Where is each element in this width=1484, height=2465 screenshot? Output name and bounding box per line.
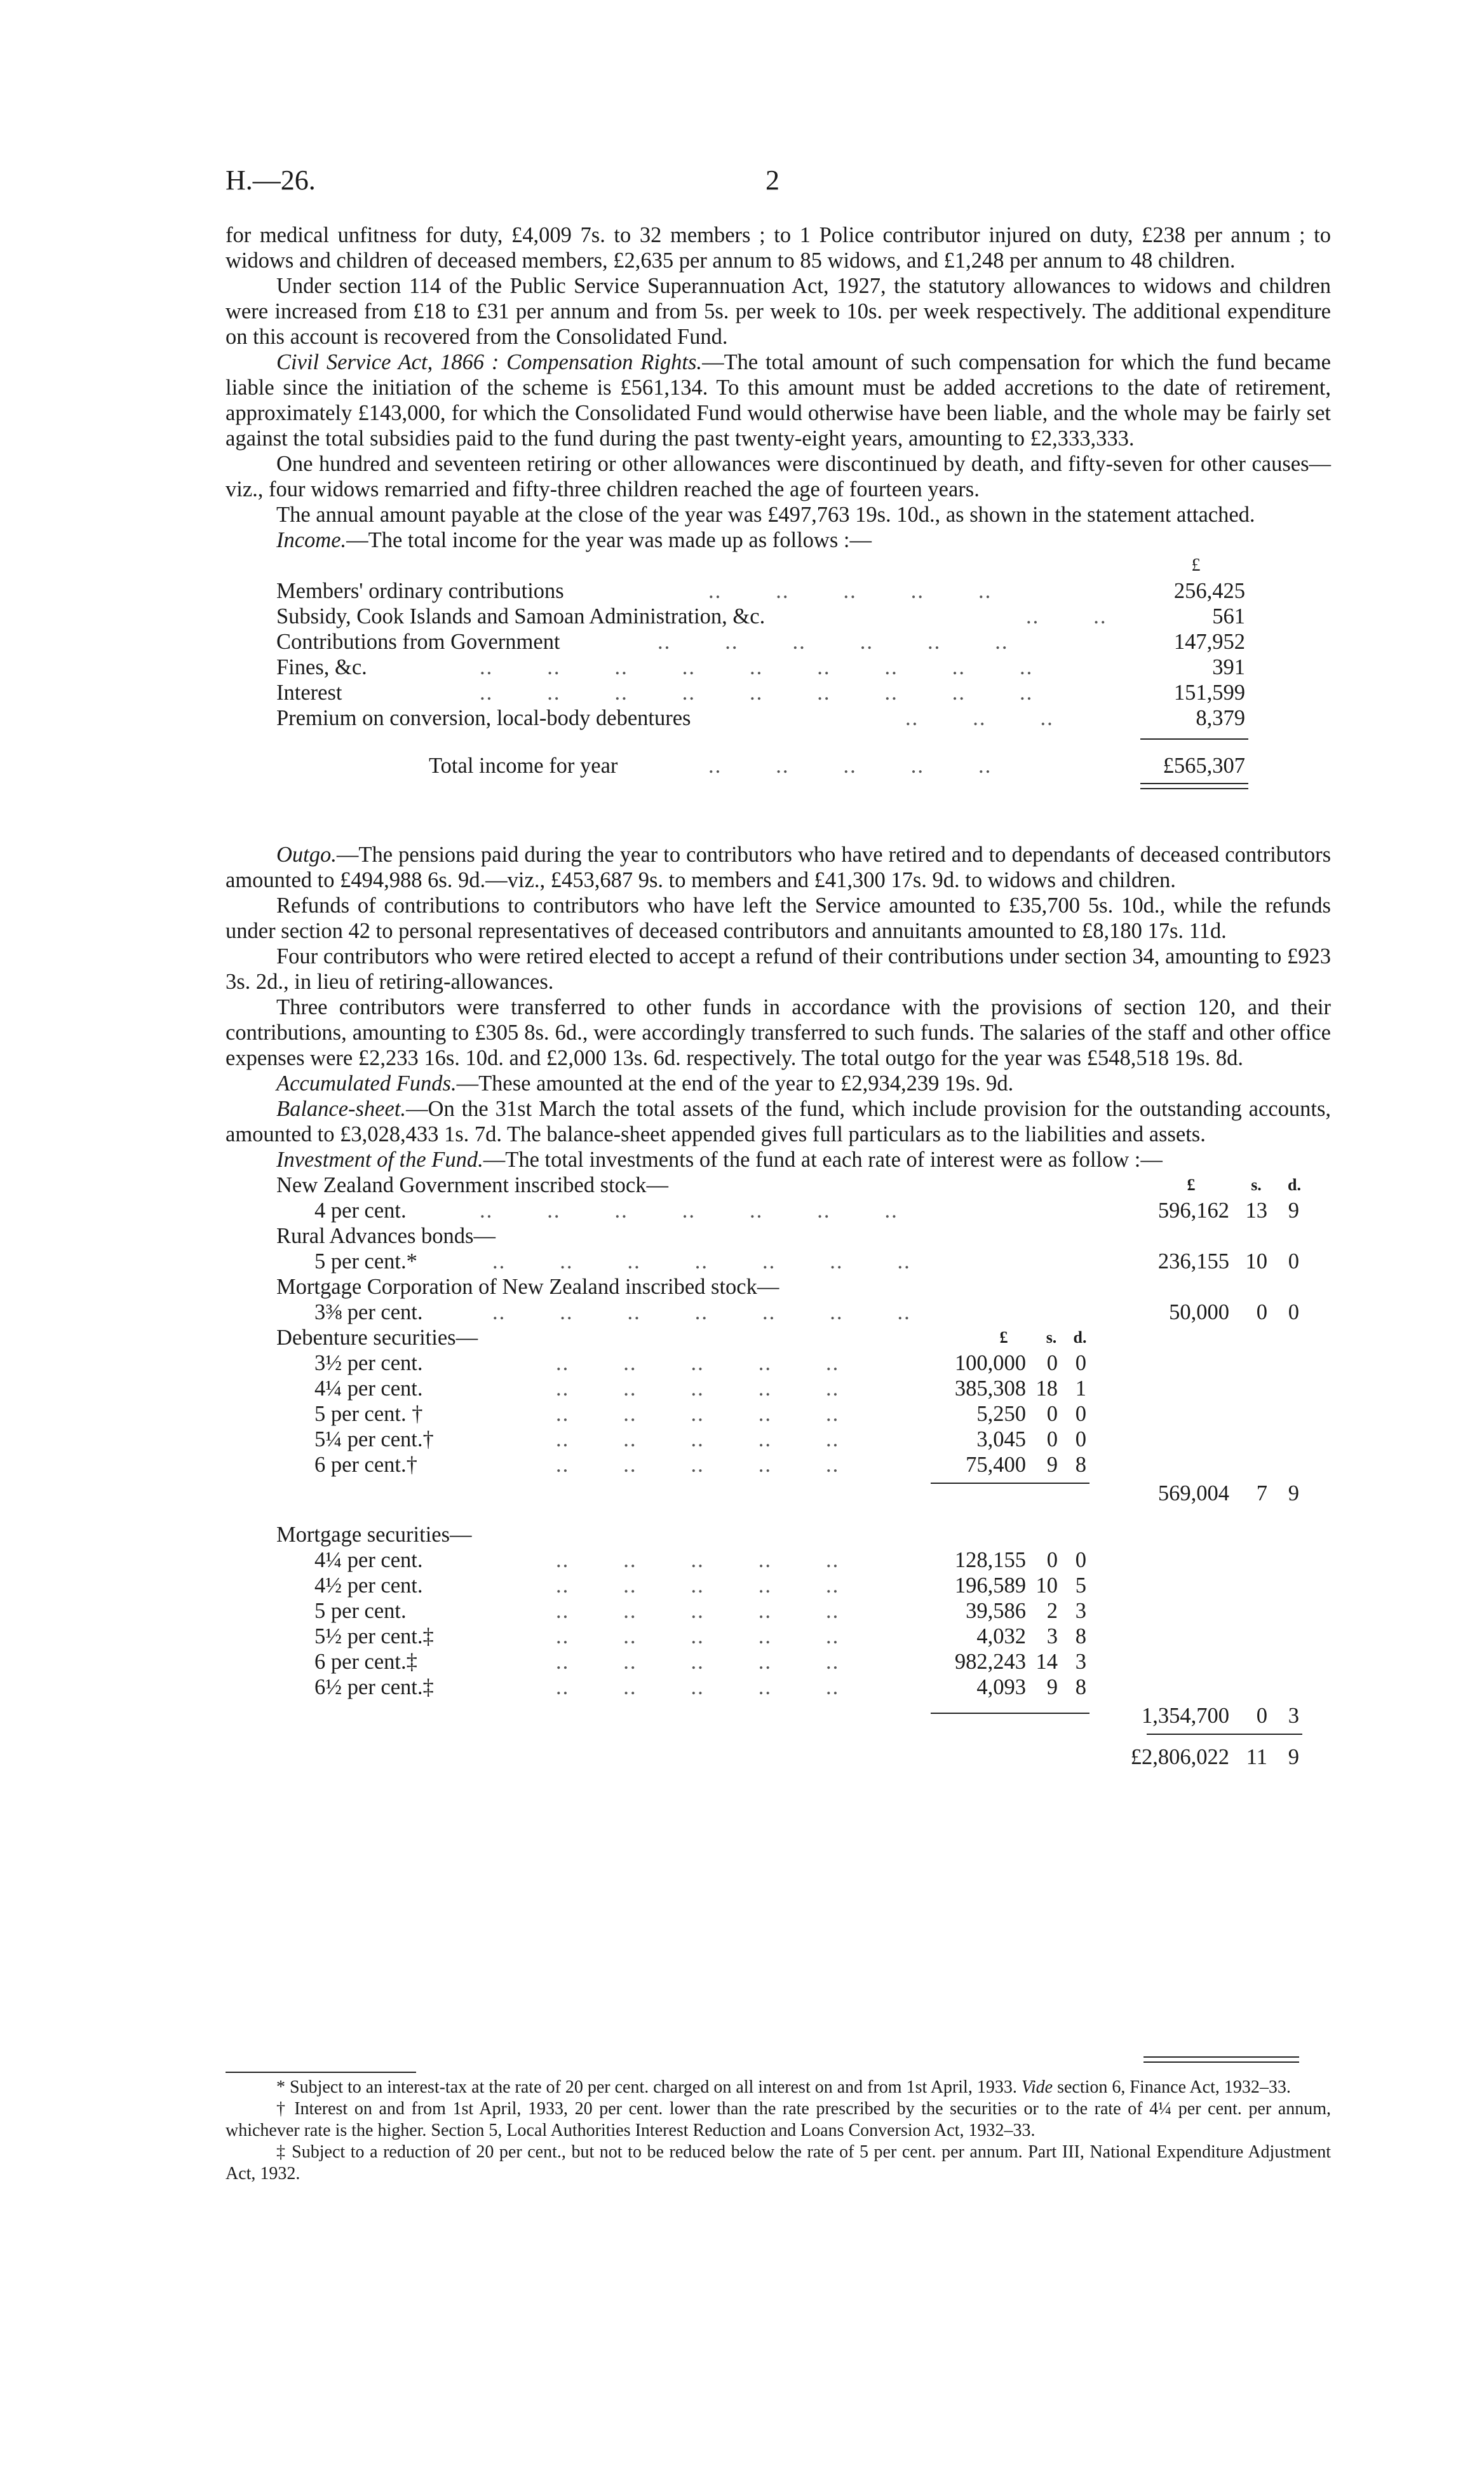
amount-pence: 3 bbox=[1075, 1650, 1086, 1674]
currency-header: £ bbox=[1191, 555, 1201, 575]
column-header-pence: d. bbox=[1288, 1176, 1301, 1194]
document-body bbox=[226, 222, 1331, 1769]
leader-dots: .. .. .. .. .. bbox=[708, 754, 992, 778]
amount-shillings: 14 bbox=[1035, 1650, 1058, 1674]
section-heading: Balance-sheet. bbox=[276, 1097, 407, 1121]
amount-shillings: 0 bbox=[1046, 1351, 1058, 1375]
page-number: 2 bbox=[766, 165, 779, 196]
footnote-text: section 6, Finance Act, 1932–33. bbox=[1057, 2077, 1291, 2097]
investment-rate: 6 per cent.† bbox=[314, 1453, 417, 1477]
amount-pence: 0 bbox=[1075, 1351, 1086, 1375]
amount-shillings: 2 bbox=[1046, 1599, 1058, 1623]
leader-dots: .. .. .. bbox=[905, 706, 1054, 730]
table-row bbox=[226, 1452, 1331, 1477]
paragraph: The annual amount payable at the close of the year was £497,763 19s. 10d., as shown in the statement attached. bbox=[276, 503, 1255, 527]
amount-pounds: 3,045 bbox=[976, 1427, 1026, 1451]
table-row bbox=[226, 1350, 1331, 1376]
investment-rate: 3⅜ per cent. bbox=[314, 1300, 423, 1324]
amount-pence: 0 bbox=[1075, 1548, 1086, 1572]
total-double-rule bbox=[1140, 783, 1248, 789]
investment-rate: 4 per cent. bbox=[314, 1199, 407, 1223]
income-total-amount: £565,307 bbox=[1163, 754, 1245, 778]
investment-rate: 4½ per cent. bbox=[314, 1573, 423, 1598]
footnote-vide: Vide bbox=[1021, 2077, 1053, 2097]
amount-pence: 1 bbox=[1075, 1376, 1086, 1401]
footnote bbox=[226, 2077, 1331, 2098]
table-row bbox=[226, 1249, 1331, 1274]
leader-dots: .. .. .. .. .. .. .. .. .. bbox=[480, 655, 1034, 679]
footnote-rule bbox=[226, 2072, 416, 2073]
paragraph bbox=[226, 350, 1331, 451]
table-row bbox=[226, 655, 1331, 680]
investment-group-heading: Mortgage Corporation of New Zealand inscribed stock— bbox=[276, 1275, 779, 1299]
paragraph bbox=[226, 527, 1331, 553]
income-label: Fines, &c. bbox=[276, 655, 367, 679]
paragraph-text: —The pensions paid during the year to contributors who have retired and to dependants of deceased contributors amounted to £494,988 6s. 9d.—viz., £453,687 9s. to members and £41,300 17s. 9d. to widows and children. bbox=[226, 843, 1331, 892]
spacer bbox=[226, 1503, 1331, 1522]
amount-shillings: 3 bbox=[1046, 1624, 1058, 1648]
income-total-row bbox=[226, 753, 1331, 778]
paragraph: Refunds of contributions to contributors who have left the Service amounted to £35,700 5s. 10d., while the refunds under section 42 to personal representatives of deceased contributors and annuitants amounted to £8,180 17s. 11d. bbox=[226, 893, 1331, 943]
section-heading: Civil Service Act, 1866 : Compensation Rights. bbox=[276, 350, 703, 374]
amount-pounds: 4,032 bbox=[976, 1624, 1026, 1648]
column-header-pounds: £ bbox=[1187, 1176, 1196, 1194]
leader-dots: .. .. .. .. .. bbox=[556, 1402, 840, 1426]
leader-dots: .. .. .. .. .. bbox=[556, 1376, 840, 1401]
paragraph: for medical unfitness for duty, £4,009 7s. to 32 members ; to 1 Police contributor injured on duty, £238 per annum ; to widows and children of deceased members, £2,635 per annum to 85 widows, and £1,248 per annum to 48 children. bbox=[226, 223, 1331, 273]
document-code: H.—26. bbox=[226, 165, 316, 196]
table-row bbox=[226, 1573, 1331, 1598]
leader-dots: .. .. .. .. .. .. .. bbox=[492, 1249, 911, 1273]
table-row bbox=[226, 705, 1331, 731]
amount-shillings: 0 bbox=[1256, 1300, 1267, 1324]
amount-pounds: 100,000 bbox=[954, 1351, 1026, 1375]
amount-pounds: 75,400 bbox=[966, 1453, 1026, 1477]
table-row bbox=[226, 1401, 1331, 1427]
amount-shillings: 0 bbox=[1046, 1548, 1058, 1572]
amount-shillings: 0 bbox=[1046, 1402, 1058, 1426]
amount-pence: 3 bbox=[1075, 1599, 1086, 1623]
investment-rate: 5¼ per cent.† bbox=[314, 1427, 434, 1451]
income-amount: 147,952 bbox=[1173, 630, 1245, 654]
table-row bbox=[226, 1547, 1331, 1573]
amount-shillings: 13 bbox=[1245, 1199, 1267, 1223]
paragraph: Four contributors who were retired elected to accept a refund of their contributions under section 34, amounting to £923 3s. 2d., in lieu of retiring-allowances. bbox=[226, 944, 1331, 994]
table-row bbox=[226, 1674, 1331, 1700]
amount-pence: 9 bbox=[1288, 1199, 1299, 1223]
amount-pounds: 569,004 bbox=[1157, 1481, 1229, 1505]
footnote-text: * Subject to an interest-tax at the rate of 20 per cent. charged on all interest on and from 1st April, 1933. bbox=[276, 2077, 1017, 2097]
amount-pounds: 128,155 bbox=[954, 1548, 1026, 1572]
grand-total-shillings: 11 bbox=[1246, 1745, 1267, 1769]
paragraph-text: —These amounted at the end of the year to £2,934,239 19s. 9d. bbox=[456, 1071, 1014, 1096]
amount-pence: 0 bbox=[1288, 1300, 1299, 1324]
grand-total-row bbox=[226, 1728, 1331, 1770]
subtotal-rule bbox=[931, 1483, 1089, 1484]
leader-dots: .. .. .. .. .. bbox=[556, 1548, 840, 1572]
amount-pence: 9 bbox=[1288, 1481, 1299, 1505]
amount-pence: 3 bbox=[1288, 1704, 1299, 1728]
investment-rate: 5 per cent. bbox=[314, 1599, 407, 1623]
table-row bbox=[226, 629, 1331, 655]
subtotal-rule bbox=[1147, 1734, 1302, 1735]
income-label: Subsidy, Cook Islands and Samoan Administration, &c. bbox=[276, 604, 766, 628]
paragraph bbox=[226, 1096, 1331, 1147]
footnotes bbox=[226, 2077, 1331, 2185]
table-row bbox=[226, 604, 1331, 629]
income-amount: 561 bbox=[1212, 604, 1245, 628]
income-total-label: Total income for year bbox=[429, 754, 618, 778]
leader-dots: .. .. .. .. .. bbox=[556, 1599, 840, 1623]
amount-pounds: 39,586 bbox=[966, 1599, 1026, 1623]
paragraph-text: —On the 31st March the total assets of the fund, which include provision for the outstanding accounts, amounted to £3,028,433 1s. 7d. The balance-sheet appended gives full particulars as to the liabilities and assets. bbox=[226, 1097, 1331, 1146]
income-amount: 256,425 bbox=[1173, 579, 1245, 603]
investment-group-heading: Mortgage securities— bbox=[276, 1523, 472, 1547]
income-amount: 8,379 bbox=[1196, 706, 1245, 730]
investment-group-heading: Debenture securities— bbox=[276, 1326, 478, 1350]
paragraph-text: —The total income for the year was made up as follows :— bbox=[346, 528, 872, 552]
leader-dots: .. .. .. .. .. .. .. .. .. bbox=[480, 681, 1034, 705]
footnote: † Interest on and from 1st April, 1933, 20 per cent. lower than the rate prescribed by the securities or to the rate of 4¼ per cent. per annum, whichever rate is the higher. Section 5, Local Authorities Interest Reduction and Loans Conversion Act, 1932–33. bbox=[226, 2099, 1331, 2140]
grand-total-pence: 9 bbox=[1288, 1745, 1299, 1769]
leader-dots: .. .. bbox=[1026, 604, 1107, 628]
section-heading: Investment of the Fund. bbox=[276, 1148, 483, 1172]
income-amount: 391 bbox=[1212, 655, 1245, 679]
page-header bbox=[226, 164, 1328, 208]
table-row bbox=[226, 1223, 1331, 1249]
amount-pence: 8 bbox=[1075, 1453, 1086, 1477]
subtotal-rule bbox=[931, 1713, 1089, 1714]
investment-rate: 5 per cent. † bbox=[314, 1402, 423, 1426]
table-row bbox=[226, 1325, 1331, 1350]
subtotal-row bbox=[226, 1477, 1331, 1503]
investment-rate: 5½ per cent.‡ bbox=[314, 1624, 434, 1648]
income-currency-row bbox=[226, 553, 1331, 578]
table-row bbox=[226, 1300, 1331, 1325]
table-row bbox=[226, 1598, 1331, 1624]
table-row bbox=[226, 1198, 1331, 1223]
income-label: Contributions from Government bbox=[276, 630, 560, 654]
investments-table bbox=[226, 1172, 1331, 1769]
amount-shillings: 9 bbox=[1046, 1453, 1058, 1477]
table-row bbox=[226, 1172, 1331, 1198]
amount-pence: 5 bbox=[1075, 1573, 1086, 1598]
amount-pounds: 236,155 bbox=[1157, 1249, 1229, 1273]
leader-dots: .. .. .. .. .. bbox=[556, 1675, 840, 1699]
amount-shillings: 0 bbox=[1046, 1427, 1058, 1451]
paragraph-text: —The total amount of such compensation for which the fund became liable since the initiation of the scheme is £561,134. To this amount must be added accretions to the date of retirement, approximately £143,000, for which the Consolidated Fund would otherwise have been liable, and the whole may be fairly set against the total subsidies paid to the fund during the past twenty-eight years, amounting to £2,333,333. bbox=[226, 350, 1331, 451]
grand-total-double-rule bbox=[1143, 2056, 1299, 2063]
amount-pounds: 5,250 bbox=[976, 1402, 1026, 1426]
amount-shillings: 7 bbox=[1256, 1481, 1267, 1505]
amount-pounds: 1,354,700 bbox=[1142, 1704, 1229, 1728]
amount-pounds: 50,000 bbox=[1169, 1300, 1229, 1324]
investment-rate: 6 per cent.‡ bbox=[314, 1650, 417, 1674]
amount-pounds: 196,589 bbox=[954, 1573, 1026, 1598]
investment-rate: 4¼ per cent. bbox=[314, 1376, 423, 1401]
amount-shillings: 10 bbox=[1245, 1249, 1267, 1273]
investment-group-heading: New Zealand Government inscribed stock— bbox=[276, 1173, 668, 1197]
leader-dots: .. .. .. .. .. .. bbox=[658, 630, 1009, 654]
column-header-pounds: £ bbox=[999, 1328, 1008, 1347]
column-header-pence: d. bbox=[1073, 1328, 1087, 1347]
table-row bbox=[226, 1624, 1331, 1649]
income-amount: 151,599 bbox=[1173, 681, 1245, 705]
income-label: Interest bbox=[276, 681, 342, 705]
amount-pence: 0 bbox=[1288, 1249, 1299, 1273]
amount-shillings: 18 bbox=[1035, 1376, 1058, 1401]
paragraph bbox=[226, 1071, 1331, 1096]
paragraph bbox=[226, 1147, 1331, 1172]
leader-dots: .. .. .. .. .. bbox=[708, 579, 992, 603]
table-row bbox=[226, 1376, 1331, 1401]
column-header-shillings: s. bbox=[1046, 1328, 1057, 1347]
paragraph-text: —The total investments of the fund at each rate of interest were as follow :— bbox=[483, 1148, 1163, 1172]
subtotal-rule bbox=[1140, 738, 1248, 740]
income-label: Premium on conversion, local-body debentures bbox=[276, 706, 691, 730]
leader-dots: .. .. .. .. .. .. .. bbox=[492, 1300, 911, 1324]
income-label: Members' ordinary contributions bbox=[276, 579, 564, 603]
paragraph bbox=[226, 842, 1331, 893]
footnote: ‡ Subject to a reduction of 20 per cent., but not to be reduced below the rate of 5 per cent. per annum. Part III, National Expenditure Adjustment Act, 1932. bbox=[226, 2142, 1331, 2183]
paragraph: Three contributors were transferred to other funds in accordance with the provisions of section 120, and their contributions, amounting to £305 8s. 6d., were accordingly transferred to such funds. The salaries of the staff and other office expenses were £2,233 16s. 10d. and £2,000 13s. 6d. respectively. The total outgo for the year was £548,518 19s. 8d. bbox=[226, 995, 1331, 1070]
amount-pounds: 4,093 bbox=[976, 1675, 1026, 1699]
section-heading: Accumulated Funds. bbox=[276, 1071, 457, 1096]
amount-pounds: 385,308 bbox=[954, 1376, 1026, 1401]
leader-dots: .. .. .. .. .. bbox=[556, 1427, 840, 1451]
amount-pence: 8 bbox=[1075, 1675, 1086, 1699]
investment-group-heading: Rural Advances bonds— bbox=[276, 1224, 496, 1248]
leader-dots: .. .. .. .. .. bbox=[556, 1453, 840, 1477]
leader-dots: .. .. .. .. .. bbox=[556, 1351, 840, 1375]
subtotal-row bbox=[226, 1700, 1331, 1728]
amount-shillings: 0 bbox=[1256, 1704, 1267, 1728]
paragraph: Under section 114 of the Public Service Superannuation Act, 1927, the statutory allowances to widows and children were increased from £18 to £31 per annum and from 5s. per week to 10s. per week respectively. The additional expenditure on this account is recovered from the Consolidated Fund. bbox=[226, 274, 1331, 349]
column-header-shillings: s. bbox=[1251, 1176, 1262, 1194]
section-heading: Income. bbox=[276, 528, 347, 552]
table-row bbox=[226, 1522, 1331, 1547]
investment-rate: 3½ per cent. bbox=[314, 1351, 423, 1375]
amount-pence: 0 bbox=[1075, 1427, 1086, 1451]
amount-pounds: 596,162 bbox=[1157, 1199, 1229, 1223]
table-row bbox=[226, 578, 1331, 604]
leader-dots: .. .. .. .. .. bbox=[556, 1573, 840, 1598]
leader-dots: .. .. .. .. .. bbox=[556, 1650, 840, 1674]
amount-shillings: 10 bbox=[1035, 1573, 1058, 1598]
investment-rate: 5 per cent.* bbox=[314, 1249, 417, 1273]
table-row bbox=[226, 1274, 1331, 1300]
table-row bbox=[226, 680, 1331, 705]
table-row bbox=[226, 1427, 1331, 1452]
leader-dots: .. .. .. .. .. bbox=[556, 1624, 840, 1648]
section-heading: Outgo. bbox=[276, 843, 337, 867]
investment-rate: 4¼ per cent. bbox=[314, 1548, 423, 1572]
paragraph: One hundred and seventeen retiring or other allowances were discontinued by death, and fifty-seven for other causes—viz., four widows remarried and fifty-three children reached the age of fourteen years. bbox=[226, 452, 1331, 501]
amount-pounds: 982,243 bbox=[954, 1650, 1026, 1674]
amount-shillings: 9 bbox=[1046, 1675, 1058, 1699]
table-row bbox=[226, 1649, 1331, 1674]
amount-pence: 0 bbox=[1075, 1402, 1086, 1426]
amount-pence: 8 bbox=[1075, 1624, 1086, 1648]
leader-dots: .. .. .. .. .. .. .. bbox=[480, 1199, 898, 1223]
grand-total-pounds: £2,806,022 bbox=[1130, 1745, 1229, 1769]
income-table bbox=[226, 553, 1331, 820]
investment-rate: 6½ per cent.‡ bbox=[314, 1675, 434, 1699]
